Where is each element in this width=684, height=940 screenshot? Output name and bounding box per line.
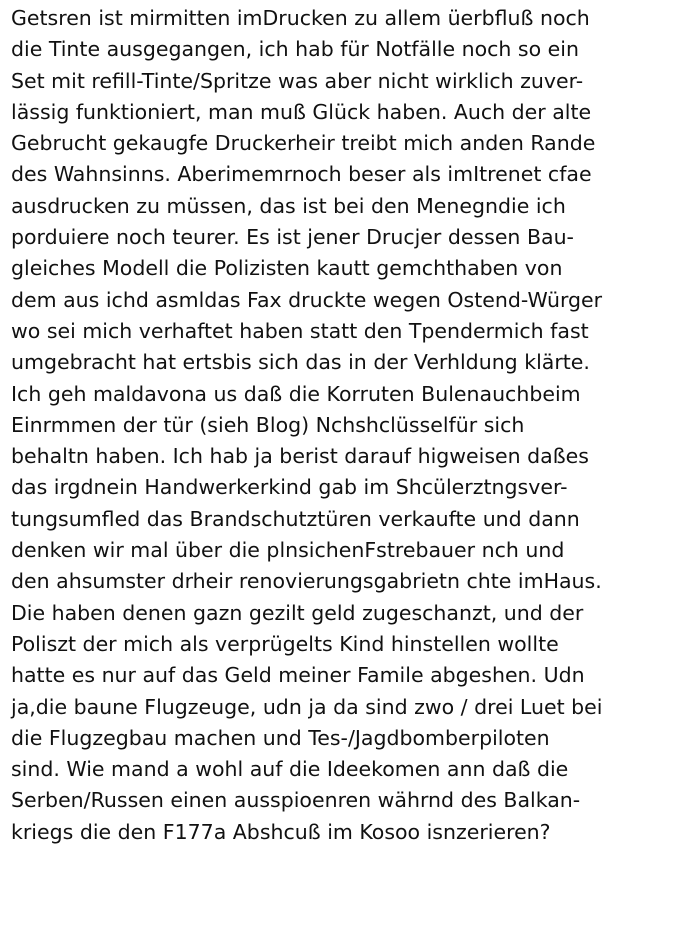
text-line-6: des Wahnsinns. Aberimemrnoch beser als imItrenet cfae bbox=[11, 162, 592, 187]
text-line-16: das irgdnein Handwerkerkind gab im Shcülerztngsver- bbox=[11, 475, 568, 500]
body-text bbox=[11, 3, 681, 848]
text-line-15: behaltn haben. Ich hab ja berist darauf higweisen daßes bbox=[11, 444, 589, 469]
text-line-7: ausdrucken zu müssen, das ist bei den Menegndie ich bbox=[11, 193, 566, 218]
text-line-18: denken wir mal über die plnsichenFstrebauer nch und bbox=[11, 538, 565, 563]
text-line-4: lässig funktioniert, man muß Glück haben. Auch der alte bbox=[11, 99, 592, 124]
text-line-19: den ahsumster drheir renovierungsgabrietn chte imHaus. bbox=[11, 569, 602, 594]
text-line-10: dem aus ichd asmldas Fax druckte wegen Ostend-Würger bbox=[11, 287, 603, 312]
text-line-12: umgebracht hat ertsbis sich das in der Verhldung klärte. bbox=[11, 350, 590, 375]
text-line-17: tungsumfled das Brandschutztüren verkaufte und dann bbox=[11, 506, 580, 531]
text-line-25: sind. Wie mand a wohl auf die Ideekomen ann daß die bbox=[11, 757, 569, 782]
text-line-8: porduiere noch teurer. Es ist jener Drucjer dessen Bau- bbox=[11, 225, 574, 250]
text-line-24: die Flugzegbau machen und Tes-/Jagdbomberpiloten bbox=[11, 725, 550, 750]
text-line-5: Gebrucht gekaugfe Druckerheir treibt mich anden Rande bbox=[11, 131, 596, 156]
text-line-14: Einrmmen der tür (sieh Blog) Nchshclüsselfür sich bbox=[11, 412, 525, 437]
text-line-11: wo sei mich verhaftet haben statt den Tpendermich fast bbox=[11, 318, 589, 343]
text-line-2: die Tinte ausgegangen, ich hab für Notfälle noch so ein bbox=[11, 37, 579, 62]
text-line-26: Serben/Russen einen ausspioenren währnd des Balkan- bbox=[11, 788, 581, 813]
text-line-22: hatte es nur auf das Geld meiner Famile abgeshen. Udn bbox=[11, 663, 585, 688]
text-line-27: kriegs die den F177a Abshcuß im Kosoo isnzerieren? bbox=[11, 819, 551, 844]
text-line-9: gleiches Modell die Polizisten kautt gemchthaben von bbox=[11, 256, 563, 281]
text-line-23: ja,die baune Flugzeuge, udn ja da sind zwo / drei Luet bei bbox=[11, 694, 603, 719]
text-line-20: Die haben denen gazn gezilt geld zugeschanzt, und der bbox=[11, 600, 584, 625]
text-line-3: Set mit refill-Tinte/Spritze was aber nicht wirklich zuver- bbox=[11, 68, 584, 93]
text-line-21: Poliszt der mich als verprügelts Kind hinstellen wollte bbox=[11, 631, 559, 656]
text-line-13: Ich geh maldavona us daß die Korruten Bulenauchbeim bbox=[11, 381, 581, 406]
text-line-1: Getsren ist mirmitten imDrucken zu allem üerbfluß noch bbox=[11, 6, 590, 30]
